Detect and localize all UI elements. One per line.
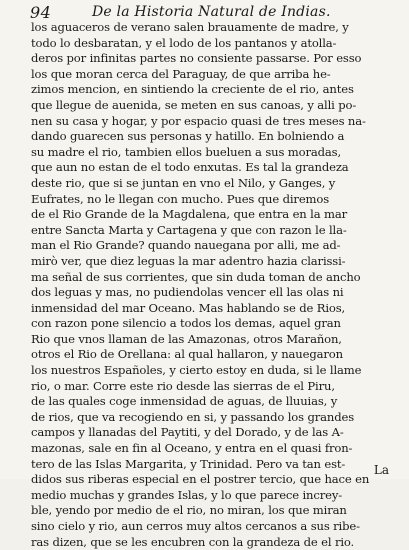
text-line: con razon pone silencio a todos los demas, aquel gran (31, 316, 341, 331)
text-line: ma señal de sus corrientes, que sin duda toman de ancho (31, 269, 361, 284)
page-number: 94 (30, 3, 52, 22)
text-line: Rio que vnos llaman de las Amazonas, otros Marañon, (31, 331, 342, 346)
text-line: mazonas, sale en fin al Oceano, y entra en el quasi fron- (31, 441, 353, 456)
text-line: deste rio, que si se juntan en vno el Nilo, y Ganges, y (31, 175, 336, 190)
text-line: ras dizen, que se les encubren con la grandeza de el rio. (31, 534, 355, 549)
text-line: rio, o mar. Corre este rio desde las sierras de el Piru, (31, 378, 335, 393)
text-line: que aun no estan de el todo enxutas. Es tal la grandeza (31, 160, 349, 175)
body-text (31, 20, 391, 550)
running-title: De la Historia Natural de Indias. (92, 4, 331, 20)
text-line: entre Sancta Marta y Cartagena y que con razon le lla- (31, 222, 347, 237)
catchword: La (373, 463, 389, 477)
text-line: los que moran cerca del Paraguay, de que arriba he- (31, 66, 331, 81)
text-line: didos sus riberas especial en el postrer tercio, que hace en (31, 472, 370, 487)
text-line: medio muchas y grandes Islas, y lo que parece increy- (31, 487, 342, 502)
text-line: sino cielo y rio, aun cerros muy altos cercanos a sus ribe- (31, 519, 360, 533)
text-line: deros por infinitas partes no consiente passarse. Por esso (31, 51, 362, 66)
text-line: man el Rio Grande? quando nauegana por alli, me ad- (31, 238, 341, 253)
text-line: ble, yendo por medio de el rio, no miran, los que miran (31, 503, 347, 518)
text-line: dando guarecen sus personas y hatillo. En bolniendo a (31, 129, 345, 144)
text-line: que llegue de auenida, se meten en sus canoas, y alli po- (31, 97, 357, 112)
text-line: de rios, que va recogiendo en si, y passando los grandes (31, 409, 354, 424)
text-line: los aguaceros de verano salen brauamente de madre, y (31, 20, 349, 34)
text-line: inmensidad del mar Oceano. Mas hablando se de Rios, (31, 300, 346, 315)
text-line: mirò ver, que diez leguas la mar adentro hazia clarissi- (31, 253, 346, 268)
text-line: de las quales coge inmensidad de aguas, de lluuias, y (31, 394, 338, 409)
text-line: otros el Rio de Orellana: al qual hallaron, y nauegaron (31, 347, 343, 362)
text-line: dos leguas y mas, no pudiendolas vencer ell las olas ni (31, 285, 344, 300)
text-line: zimos mencion, en sintiendo la creciente de el rio, antes (31, 82, 354, 97)
text-line: Eufrates, no le llegan con mucho. Pues que diremos (31, 191, 330, 206)
text-line: tero de las Islas Margarita, y Trinidad. Pero va tan est- (31, 456, 346, 471)
text-line: nen su casa y hogar, y por espacio quasi de tres meses na- (31, 113, 366, 128)
text-line: campos y llanadas del Paytiti, y del Dorado, y de las A- (31, 425, 344, 440)
text-line: los nuestros Españoles, y cierto estoy en duda, si le llame (31, 363, 362, 378)
text-line: su madre el rio, tambien ellos bueluen a sus moradas, (31, 144, 342, 159)
text-line: todo lo desbaratan, y el lodo de los pantanos y atolla- (31, 35, 337, 50)
page-header (30, 3, 390, 20)
text-line: de el Rio Grande de la Magdalena, que entra en la mar (31, 207, 347, 222)
